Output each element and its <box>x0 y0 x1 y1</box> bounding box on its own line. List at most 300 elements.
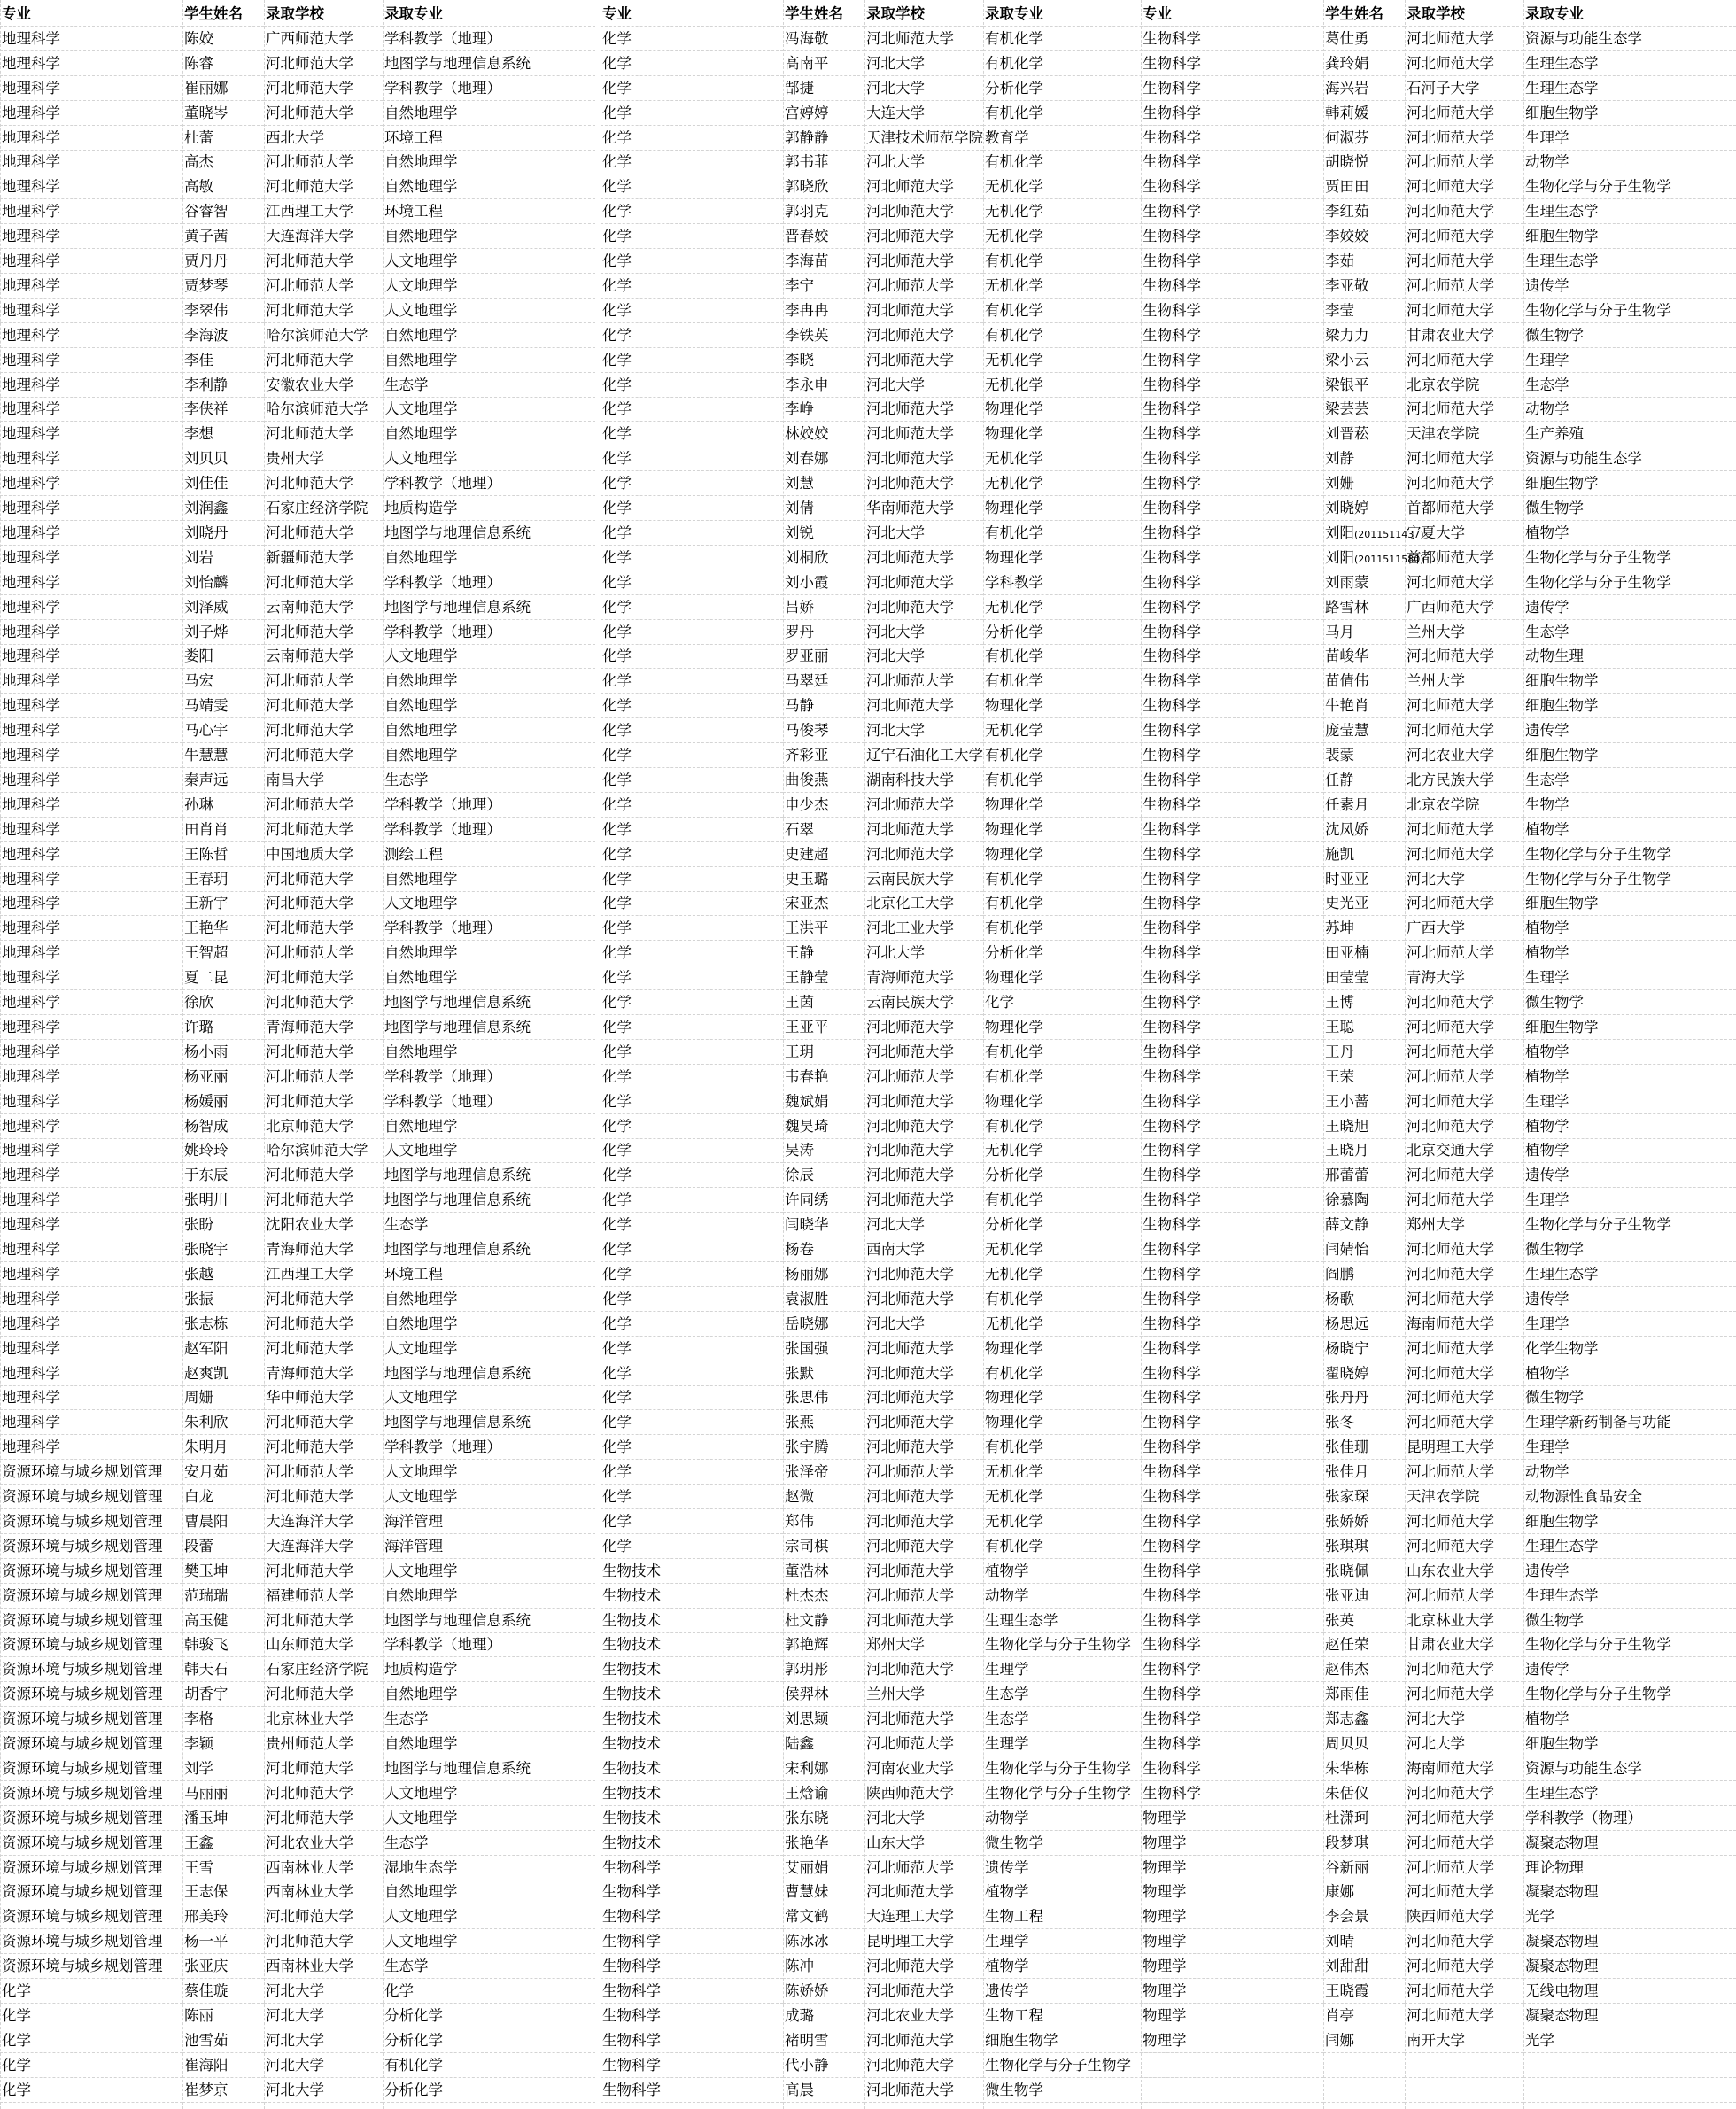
column-header: 录取专业 <box>383 2 595 27</box>
admitted-major-cell: 细胞生物学 <box>1523 101 1736 126</box>
admitted-major-cell: 细胞生物学 <box>1523 743 1736 768</box>
major-cell: 物理学 <box>1141 1806 1323 1831</box>
student-name-cell: 陈睿 <box>182 51 264 76</box>
admitted-major-cell: 教育学 <box>983 126 1196 151</box>
major-cell: 化学 <box>601 620 783 645</box>
school-cell: 河北师范大学 <box>864 249 983 274</box>
student-name-cell: 孙琳 <box>182 793 264 818</box>
major-cell: 地理科学 <box>0 842 182 867</box>
student-name-cell: 朱明月 <box>182 1435 264 1460</box>
major-cell: 地理科学 <box>0 546 182 570</box>
major-cell: 化学 <box>601 126 783 151</box>
school-cell: 河北师范大学 <box>864 1609 983 1633</box>
admitted-major-cell: 分析化学 <box>983 1163 1196 1188</box>
student-name-cell: 杨晓宁 <box>1323 1337 1405 1361</box>
admitted-major-cell: 微生物学 <box>1523 990 1736 1015</box>
school-cell: 河北师范大学 <box>264 1040 383 1065</box>
student-name-cell: 赵微 <box>783 1485 864 1509</box>
student-name-cell: 常文鹤 <box>783 1904 864 1929</box>
school-cell: 河北师范大学 <box>864 1856 983 1880</box>
school-cell: 河北师范大学 <box>1405 1262 1523 1287</box>
student-name-cell: 裴蒙 <box>1323 743 1405 768</box>
admitted-major-cell: 地质构造学 <box>383 1657 595 1682</box>
admitted-major-cell: 无机化学 <box>983 446 1196 471</box>
major-cell: 生物科学 <box>1141 101 1323 126</box>
school-cell: 甘肃农业大学 <box>1405 1632 1523 1657</box>
admitted-major-cell: 人文地理学 <box>383 299 595 323</box>
student-name-cell: 刘怡麟 <box>182 570 264 595</box>
student-name-cell: 宫婷婷 <box>783 101 864 126</box>
admitted-major-cell: 生态学 <box>383 768 595 793</box>
student-name-cell: 张明川 <box>182 1188 264 1213</box>
admitted-major-cell: 遗传学 <box>1523 274 1736 299</box>
student-name-cell: 高晨 <box>783 2078 864 2103</box>
student-name-cell: 邢美玲 <box>182 1904 264 1929</box>
column-header: 专业 <box>1141 2 1323 27</box>
major-cell: 生物科学 <box>1141 1237 1323 1262</box>
major-cell: 生物科学 <box>1141 1632 1323 1657</box>
student-name-cell: 梁银平 <box>1323 373 1405 398</box>
major-cell: 生物科学 <box>1141 471 1323 496</box>
student-name-cell: 胡晓悦 <box>1323 150 1405 174</box>
major-cell: 地理科学 <box>0 595 182 620</box>
admitted-major-cell: 生物化学与分子生物学 <box>983 1781 1196 1806</box>
column-header: 录取专业 <box>1523 2 1736 27</box>
school-cell: 河北师范大学 <box>1405 1460 1523 1485</box>
student-name-cell: 黄子茜 <box>182 224 264 249</box>
school-cell: 河北师范大学 <box>864 1287 983 1312</box>
major-cell: 生物科学 <box>1141 916 1323 941</box>
school-cell: 河北师范大学 <box>1405 1188 1523 1213</box>
major-cell: 资源环境与城乡规划管理 <box>0 1682 182 1707</box>
admitted-major-cell: 生物化学与分子生物学 <box>1523 1213 1736 1237</box>
school-cell: 河北大学 <box>864 1213 983 1237</box>
student-name-cell: 刘锐 <box>783 521 864 546</box>
school-cell: 大连海洋大学 <box>264 224 383 249</box>
student-name-cell: 李侠祥 <box>182 397 264 422</box>
admitted-major-cell: 物理化学 <box>983 422 1196 446</box>
school-cell: 河北师范大学 <box>264 669 383 694</box>
school-cell: 河北大学 <box>864 1312 983 1337</box>
school-cell: 河北师范大学 <box>1405 51 1523 76</box>
major-cell: 生物技术 <box>601 1806 783 1831</box>
major-cell: 化学 <box>601 1287 783 1312</box>
school-cell: 河北师范大学 <box>1405 1534 1523 1559</box>
student-name-cell: 石翠 <box>783 818 864 842</box>
admitted-major-cell: 生理生态学 <box>1523 1534 1736 1559</box>
admitted-major-cell: 自然地理学 <box>383 224 595 249</box>
admitted-major-cell: 自然地理学 <box>383 546 595 570</box>
admitted-major-cell: 无机化学 <box>983 718 1196 743</box>
school-cell: 河北师范大学 <box>1405 1856 1523 1880</box>
school-cell: 河北师范大学 <box>1405 174 1523 199</box>
student-name-cell: 张亚迪 <box>1323 1584 1405 1609</box>
admitted-major-cell: 资源与功能生态学 <box>1523 1756 1736 1781</box>
major-cell: 地理科学 <box>0 1287 182 1312</box>
major-cell: 生物技术 <box>601 1657 783 1682</box>
major-cell: 化学 <box>601 1213 783 1237</box>
student-name-cell: 陆鑫 <box>783 1732 864 1756</box>
school-cell: 河北师范大学 <box>864 27 983 51</box>
admitted-major-cell: 分析化学 <box>983 1213 1196 1237</box>
admitted-major-cell: 生理学 <box>1523 348 1736 373</box>
school-cell: 天津农学院 <box>1405 1485 1523 1509</box>
school-cell: 河北师范大学 <box>1405 27 1523 51</box>
school-cell: 河北师范大学 <box>1405 126 1523 151</box>
admitted-major-cell: 植物学 <box>1523 521 1736 546</box>
student-name-cell: 李亚敬 <box>1323 274 1405 299</box>
student-name-cell: 于东辰 <box>182 1163 264 1188</box>
school-cell: 西南林业大学 <box>264 1880 383 1904</box>
admitted-major-cell: 生理生态学 <box>1523 1584 1736 1609</box>
admitted-major-cell: 动物学 <box>983 1584 1196 1609</box>
school-cell: 北京农学院 <box>1405 793 1523 818</box>
school-cell: 河北师范大学 <box>264 1089 383 1114</box>
major-cell: 化学 <box>601 373 783 398</box>
student-name-cell: 张琪琪 <box>1323 1534 1405 1559</box>
school-cell: 河北大学 <box>264 1979 383 2004</box>
school-cell: 河北师范大学 <box>1405 348 1523 373</box>
major-cell: 地理科学 <box>0 570 182 595</box>
major-cell: 地理科学 <box>0 891 182 916</box>
school-cell: 西北大学 <box>264 126 383 151</box>
major-cell: 化学 <box>601 1237 783 1262</box>
major-cell: 物理学 <box>1141 1856 1323 1880</box>
school-cell: 河北师范大学 <box>864 1584 983 1609</box>
major-cell: 生物科学 <box>1141 496 1323 521</box>
major-cell: 化学 <box>601 990 783 1015</box>
admitted-major-cell: 资源与功能生态学 <box>1523 446 1736 471</box>
student-name-cell: 张佳月 <box>1323 1460 1405 1485</box>
admitted-major-cell: 有机化学 <box>983 916 1196 941</box>
admitted-major-cell: 人文地理学 <box>383 644 595 669</box>
school-cell: 河北师范大学 <box>1405 446 1523 471</box>
school-cell: 河北师范大学 <box>264 1460 383 1485</box>
school-cell: 河北师范大学 <box>1405 2004 1523 2028</box>
student-name-cell: 张志栋 <box>182 1312 264 1337</box>
admitted-major-cell: 有机化学 <box>983 1040 1196 1065</box>
student-name-cell: 赵任荣 <box>1323 1632 1405 1657</box>
major-cell: 生物科学 <box>1141 1262 1323 1287</box>
major-cell: 化学 <box>0 2028 182 2053</box>
major-cell: 生物科学 <box>1141 891 1323 916</box>
admitted-major-cell: 生物工程 <box>983 1904 1196 1929</box>
student-name-cell: 时亚亚 <box>1323 867 1405 892</box>
student-name-cell: 徐慕陶 <box>1323 1188 1405 1213</box>
school-cell: 哈尔滨师范大学 <box>264 397 383 422</box>
admitted-major-cell: 无机化学 <box>983 1237 1196 1262</box>
admitted-major-cell: 生物化学与分子生物学 <box>983 1632 1196 1657</box>
major-cell: 生物科学 <box>1141 1534 1323 1559</box>
major-cell: 化学 <box>601 1138 783 1163</box>
school-cell: 甘肃农业大学 <box>1405 323 1523 348</box>
school-cell: 河北师范大学 <box>264 1756 383 1781</box>
admitted-major-cell: 生理生态学 <box>1523 1781 1736 1806</box>
major-cell: 化学 <box>601 446 783 471</box>
school-cell: 河北师范大学 <box>1405 249 1523 274</box>
school-cell: 河北师范大学 <box>864 669 983 694</box>
school-cell: 广西师范大学 <box>264 27 383 51</box>
admitted-major-cell: 地图学与地理信息系统 <box>383 1609 595 1633</box>
school-cell: 河北师范大学 <box>1405 1584 1523 1609</box>
major-cell: 生物科学 <box>601 2028 783 2053</box>
admitted-major-cell: 自然地理学 <box>383 867 595 892</box>
admitted-major-cell: 生物化学与分子生物学 <box>983 2053 1196 2078</box>
school-cell: 首都师范大学 <box>1405 546 1523 570</box>
school-cell: 河北师范大学 <box>864 1361 983 1386</box>
school-cell: 青海师范大学 <box>264 1015 383 1040</box>
major-cell: 化学 <box>601 669 783 694</box>
school-cell: 河北师范大学 <box>1405 199 1523 224</box>
school-cell: 河北师范大学 <box>264 1410 383 1435</box>
school-cell: 河北师范大学 <box>1405 1954 1523 1979</box>
admitted-major-cell: 生理学 <box>1523 1188 1736 1213</box>
admitted-major-cell: 测绘工程 <box>383 842 595 867</box>
major-cell: 生物科学 <box>1141 51 1323 76</box>
admitted-major-cell: 无机化学 <box>983 274 1196 299</box>
admitted-major-cell: 植物学 <box>1523 1361 1736 1386</box>
school-cell: 云南师范大学 <box>264 595 383 620</box>
admitted-major-cell: 化学 <box>383 1979 595 2004</box>
student-name-cell: 张燕 <box>783 1410 864 1435</box>
admitted-major-cell: 学科教学（地理） <box>383 620 595 645</box>
admitted-major-cell: 人文地理学 <box>383 397 595 422</box>
admitted-major-cell: 学科教学（地理） <box>383 471 595 496</box>
admitted-major-cell: 学科教学（地理） <box>383 818 595 842</box>
admitted-major-cell: 有机化学 <box>983 1188 1196 1213</box>
major-cell: 化学 <box>601 718 783 743</box>
major-cell: 地理科学 <box>0 1040 182 1065</box>
student-name-cell: 赵爽凯 <box>182 1361 264 1386</box>
major-cell: 生物科学 <box>1141 76 1323 101</box>
school-cell: 河北师范大学 <box>264 1287 383 1312</box>
school-cell: 河北师范大学 <box>264 1929 383 1954</box>
school-cell: 河北师范大学 <box>864 2053 983 2078</box>
major-cell: 生物科学 <box>1141 842 1323 867</box>
admitted-major-cell: 有机化学 <box>983 323 1196 348</box>
student-name-cell: 张默 <box>783 1361 864 1386</box>
admitted-major-cell: 人文地理学 <box>383 1138 595 1163</box>
major-cell: 化学 <box>601 299 783 323</box>
school-cell: 河北师范大学 <box>864 1559 983 1584</box>
student-name-cell: 康娜 <box>1323 1880 1405 1904</box>
major-cell: 物理学 <box>1141 1880 1323 1904</box>
major-cell: 生物科学 <box>1141 1756 1323 1781</box>
admitted-major-cell: 人文地理学 <box>383 274 595 299</box>
major-cell: 地理科学 <box>0 718 182 743</box>
school-cell: 河北大学 <box>864 718 983 743</box>
major-cell: 地理科学 <box>0 1262 182 1287</box>
student-name-cell: 王亚平 <box>783 1015 864 1040</box>
school-cell: 江西理工大学 <box>264 1262 383 1287</box>
admitted-major-cell: 地图学与地理信息系统 <box>383 1188 595 1213</box>
student-name-cell: 张泽帝 <box>783 1460 864 1485</box>
school-cell: 河北师范大学 <box>264 150 383 174</box>
student-name-cell: 葛仕勇 <box>1323 27 1405 51</box>
student-name-cell: 齐彩亚 <box>783 743 864 768</box>
major-cell: 化学 <box>601 1262 783 1287</box>
admitted-major-cell: 物理化学 <box>983 496 1196 521</box>
admitted-major-cell: 有机化学 <box>983 867 1196 892</box>
major-cell: 化学 <box>601 1065 783 1089</box>
student-name-cell: 王智超 <box>182 941 264 965</box>
student-name-cell: 罗亚丽 <box>783 644 864 669</box>
school-cell: 河北师范大学 <box>264 1337 383 1361</box>
major-cell: 生物科学 <box>1141 274 1323 299</box>
major-cell: 生物科学 <box>1141 1089 1323 1114</box>
major-cell: 生物科学 <box>1141 570 1323 595</box>
admitted-major-cell: 物理化学 <box>983 1089 1196 1114</box>
major-cell: 生物科学 <box>1141 990 1323 1015</box>
major-cell: 地理科学 <box>0 496 182 521</box>
student-name-cell: 朱利欣 <box>182 1410 264 1435</box>
school-cell: 河北师范大学 <box>864 1188 983 1213</box>
major-cell: 生物科学 <box>1141 1485 1323 1509</box>
student-name-cell: 张晓宇 <box>182 1237 264 1262</box>
admitted-major-cell: 生理学 <box>983 1732 1196 1756</box>
school-cell: 河北大学 <box>864 644 983 669</box>
admitted-major-cell: 生态学 <box>983 1707 1196 1732</box>
student-name-cell: 郑伟 <box>783 1509 864 1534</box>
school-cell: 河北农业大学 <box>864 2004 983 2028</box>
school-cell: 福建师范大学 <box>264 1584 383 1609</box>
student-name-cell: 韩莉媛 <box>1323 101 1405 126</box>
admitted-major-cell: 学科教学（地理） <box>383 916 595 941</box>
major-cell: 化学 <box>601 941 783 965</box>
student-name-cell: 曹慧妹 <box>783 1880 864 1904</box>
admitted-major-cell: 分析化学 <box>983 620 1196 645</box>
school-cell: 山东农业大学 <box>1405 1559 1523 1584</box>
admitted-major-cell: 植物学 <box>983 1954 1196 1979</box>
admitted-major-cell: 地图学与地理信息系统 <box>383 595 595 620</box>
student-name-cell: 龚玲娟 <box>1323 51 1405 76</box>
major-cell: 地理科学 <box>0 793 182 818</box>
admitted-major-cell: 人文地理学 <box>383 249 595 274</box>
school-cell: 河北师范大学 <box>264 743 383 768</box>
major-cell: 化学 <box>601 397 783 422</box>
admitted-major-cell: 无机化学 <box>983 373 1196 398</box>
school-cell: 河南农业大学 <box>864 1756 983 1781</box>
major-cell: 生物科学 <box>601 1954 783 1979</box>
admitted-major-cell: 细胞生物学 <box>1523 891 1736 916</box>
student-name-cell: 刘晴 <box>1323 1929 1405 1954</box>
major-cell: 化学 <box>601 150 783 174</box>
student-name-cell: 崔梦京 <box>182 2078 264 2103</box>
admitted-major-cell: 有机化学 <box>983 1114 1196 1139</box>
admitted-major-cell: 无机化学 <box>983 1509 1196 1534</box>
major-cell: 生物科学 <box>1141 1337 1323 1361</box>
student-name-cell: 晋春姣 <box>783 224 864 249</box>
student-name-cell: 史玉璐 <box>783 867 864 892</box>
school-cell: 首都师范大学 <box>1405 496 1523 521</box>
school-cell: 天津农学院 <box>1405 422 1523 446</box>
major-cell: 生物科学 <box>1141 348 1323 373</box>
school-cell: 河北师范大学 <box>864 1138 983 1163</box>
admitted-major-cell: 生理学 <box>1523 1435 1736 1460</box>
admitted-major-cell: 人文地理学 <box>383 1485 595 1509</box>
admitted-major-cell: 无机化学 <box>983 174 1196 199</box>
column-header: 学生姓名 <box>182 2 264 27</box>
school-cell: 河北大学 <box>264 2028 383 2053</box>
major-cell: 生物科学 <box>601 1929 783 1954</box>
student-name-cell: 施凯 <box>1323 842 1405 867</box>
school-cell: 河北师范大学 <box>864 1040 983 1065</box>
student-name-cell: 张家琛 <box>1323 1485 1405 1509</box>
major-cell: 化学 <box>601 1163 783 1188</box>
school-cell: 山东师范大学 <box>264 1632 383 1657</box>
major-cell: 资源环境与城乡规划管理 <box>0 1632 182 1657</box>
admitted-major-cell: 自然地理学 <box>383 1732 595 1756</box>
admitted-major-cell: 有机化学 <box>983 1065 1196 1089</box>
student-name-cell: 曲俊燕 <box>783 768 864 793</box>
major-cell: 生物科学 <box>1141 1287 1323 1312</box>
student-name-cell: 杜潇珂 <box>1323 1806 1405 1831</box>
student-name-cell: 苗倩伟 <box>1323 669 1405 694</box>
student-name-cell: 陈丽 <box>182 2004 264 2028</box>
major-cell: 地理科学 <box>0 1065 182 1089</box>
admitted-major-cell: 生态学 <box>1523 373 1736 398</box>
student-name-cell: 苗峻华 <box>1323 644 1405 669</box>
admitted-major-cell: 微生物学 <box>1523 1609 1736 1633</box>
school-cell: 沈阳农业大学 <box>264 1213 383 1237</box>
admitted-major-cell: 生物工程 <box>983 2004 1196 2028</box>
student-name-cell: 张宇腾 <box>783 1435 864 1460</box>
major-cell: 物理学 <box>1141 2028 1323 2053</box>
major-cell: 地理科学 <box>0 1410 182 1435</box>
major-cell: 地理科学 <box>0 348 182 373</box>
major-cell: 生物科学 <box>1141 1682 1323 1707</box>
school-cell: 辽宁石油化工大学 <box>864 743 983 768</box>
school-cell: 河北师范大学 <box>864 1732 983 1756</box>
school-cell: 河北师范大学 <box>864 1089 983 1114</box>
admitted-major-cell: 生产养殖 <box>1523 422 1736 446</box>
school-cell: 河北师范大学 <box>264 1781 383 1806</box>
student-name-cell: 张东晓 <box>783 1806 864 1831</box>
column-header: 学生姓名 <box>1323 2 1405 27</box>
student-name-cell: 杜蕾 <box>182 126 264 151</box>
admitted-major-cell: 动物学 <box>1523 150 1736 174</box>
school-cell: 河北师范大学 <box>864 570 983 595</box>
school-cell: 河北师范大学 <box>1405 1237 1523 1262</box>
student-name-cell: 梁力力 <box>1323 323 1405 348</box>
school-cell: 河北师范大学 <box>864 1410 983 1435</box>
admitted-major-cell: 动物学 <box>1523 1460 1736 1485</box>
admitted-major-cell: 光学 <box>1523 1904 1736 1929</box>
school-cell: 宁夏大学 <box>1405 521 1523 546</box>
admitted-major-cell: 自然地理学 <box>383 101 595 126</box>
admitted-major-cell: 地质构造学 <box>383 496 595 521</box>
school-cell: 河北师范大学 <box>864 471 983 496</box>
admitted-major-cell: 细胞生物学 <box>1523 694 1736 718</box>
major-cell: 化学 <box>601 546 783 570</box>
school-cell <box>1405 2053 1523 2078</box>
major-cell: 生物科学 <box>1141 1460 1323 1485</box>
student-name-cell: 宋亚杰 <box>783 891 864 916</box>
student-name-cell: 薛文静 <box>1323 1213 1405 1237</box>
admitted-major-cell: 物理化学 <box>983 818 1196 842</box>
admitted-major-cell: 无机化学 <box>983 1485 1196 1509</box>
school-cell: 河北师范大学 <box>864 174 983 199</box>
admitted-major-cell: 无机化学 <box>983 224 1196 249</box>
school-cell: 海南师范大学 <box>1405 1756 1523 1781</box>
school-cell: 河北师范大学 <box>1405 1114 1523 1139</box>
major-cell: 物理学 <box>1141 1979 1323 2004</box>
admitted-major-cell: 遗传学 <box>1523 718 1736 743</box>
school-cell: 河北师范大学 <box>264 1559 383 1584</box>
major-cell: 资源环境与城乡规划管理 <box>0 1880 182 1904</box>
school-cell: 河北师范大学 <box>864 1163 983 1188</box>
school-cell: 河北师范大学 <box>1405 1287 1523 1312</box>
